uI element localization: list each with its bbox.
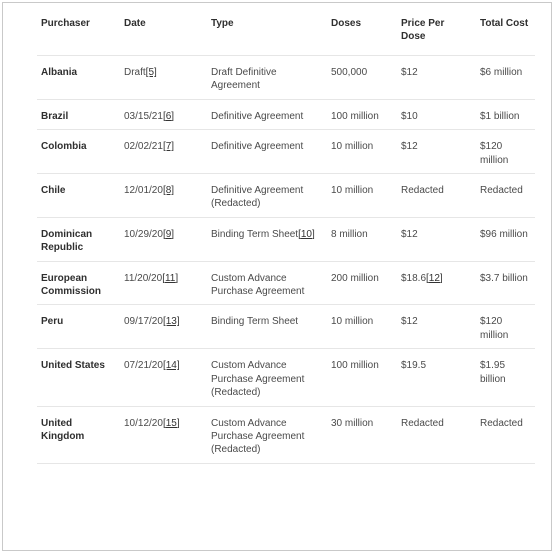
cell-total-text: $1 billion [480,110,520,122]
cell-date-text: 10/29/20 [124,228,163,240]
cell-type [207,174,327,218]
table-row [37,99,535,129]
cell-purchaser [37,130,120,174]
cell-purchaser [37,349,120,406]
cell-price-text: $12 [401,228,418,240]
cell-price-text: $10 [401,110,418,122]
header-date: Date [120,11,207,56]
header-price-per-dose: Price Per Dose [397,11,476,56]
cell-price-text: $12 [401,316,418,328]
cell-purchaser-text: Colombia [41,141,87,153]
cell-doses [327,261,397,305]
cell-type [207,56,327,100]
cell-date [120,99,207,129]
header-total-cost: Total Cost [476,11,535,56]
cell-total [476,99,535,129]
cell-purchaser-text: United States [41,360,105,372]
cell-date-text: Draft [124,67,146,78]
cell-purchaser [37,406,120,463]
cell-type-text: Definitive Agreement [211,110,304,122]
cell-doses [327,305,397,349]
cell-purchaser [37,217,120,261]
cell-type-text: Definitive Agreement (Redacted) [211,185,304,210]
cell-purchaser-text: Albania [41,67,78,78]
document-frame [2,2,552,551]
cell-type-text: Draft Definitive Agreement [211,67,277,92]
table-row [37,406,535,463]
cell-doses-text: 500,000 [331,67,368,78]
table-row [37,174,535,218]
cell-doses-text: 100 million [331,110,379,122]
footnote-link[interactable]: [8] [162,185,175,197]
cell-price-text: $12 [401,67,418,78]
cell-total-text: $120 million [480,316,509,341]
table-row [37,305,535,349]
cell-type [207,349,327,406]
cell-date [120,217,207,261]
header-type: Type [207,11,327,56]
cell-doses-text: 100 million [331,360,379,372]
cell-type [207,305,327,349]
cell-total [476,305,535,349]
cell-type-text: Custom Advance Purchase Agreement [211,272,305,298]
cell-doses-text: 10 million [331,316,374,328]
footnote-link[interactable]: [11] [162,272,179,284]
cell-doses [327,56,397,100]
cell-total [476,349,535,406]
cell-price-text: $18.6 [401,272,427,284]
table-row [37,130,535,174]
footnote-link[interactable]: [10] [298,228,315,240]
cell-date [120,56,207,100]
cell-price [397,99,476,129]
cell-doses-text: 30 million [331,417,374,429]
footnote-link[interactable]: [15] [162,417,180,429]
cell-price-text: Redacted [401,417,444,429]
cell-total-text: $1.95 billion [480,360,506,385]
table-body [37,56,535,464]
cell-type [207,261,327,305]
cell-price [397,349,476,406]
cell-total [476,406,535,463]
cell-date-text: 02/02/21 [124,141,163,153]
cell-doses [327,349,397,406]
cell-price [397,217,476,261]
cell-purchaser-text: Brazil [41,110,69,122]
cell-type [207,130,327,174]
cell-doses [327,99,397,129]
cell-price [397,305,476,349]
cell-doses [327,217,397,261]
cell-purchaser [37,174,120,218]
cell-date [120,130,207,174]
footnote-link[interactable]: [12] [426,272,443,284]
cell-price-text: $12 [401,141,418,153]
cell-total [476,261,535,305]
cell-doses-text: 8 million [331,228,368,240]
header-purchaser: Purchaser [37,11,120,56]
cell-date [120,305,207,349]
table-row [37,56,535,100]
cell-date-text: 12/01/20 [124,185,163,197]
footnote-link[interactable]: [6] [162,110,175,122]
cell-purchaser [37,305,120,349]
cell-purchaser-text: Peru [41,316,64,328]
cell-type-text: Binding Term Sheet [211,228,299,240]
cell-doses-text: 10 million [331,141,374,153]
cell-total-text: $3.7 billion [480,272,528,284]
cell-type-text: Binding Term Sheet [211,316,299,328]
footnote-link[interactable]: [9] [162,228,175,240]
cell-price [397,130,476,174]
cell-type [207,99,327,129]
cell-price [397,261,476,305]
cell-date-text: 09/17/20 [124,316,163,328]
cell-doses [327,174,397,218]
cell-total-text: Redacted [480,417,523,429]
cell-doses-text: 200 million [331,272,379,284]
table-header-row [37,11,535,56]
table-row [37,217,535,261]
cell-purchaser [37,99,120,129]
cell-date-text: 03/15/21 [124,110,163,122]
cell-total-text: $6 million [480,67,523,78]
cell-type-text: Custom Advance Purchase Agreement (Redacted) [211,417,305,456]
cell-purchaser-text: Chile [41,185,66,197]
cell-purchaser-text: European Commission [41,272,102,298]
cell-price-text: $19.5 [401,360,427,372]
cell-date-text: 11/20/20 [124,272,163,284]
cell-total-text: $120 million [480,141,509,166]
vaccine-purchase-table [37,11,535,464]
footnote-link[interactable]: [14] [162,360,180,372]
cell-date [120,406,207,463]
cell-total [476,174,535,218]
cell-price [397,174,476,218]
cell-type-text: Custom Advance Purchase Agreement (Redacted) [211,360,305,399]
cell-date-text: 07/21/20 [124,360,163,372]
cell-price [397,406,476,463]
cell-doses-text: 10 million [331,185,374,197]
cell-total [476,130,535,174]
cell-type-text: Definitive Agreement [211,141,304,153]
footnote-link[interactable]: [7] [162,141,175,153]
cell-purchaser-text: Dominican Republic [41,228,93,254]
cell-type [207,406,327,463]
cell-total-text: Redacted [480,185,523,197]
table-row [37,261,535,305]
cell-type [207,217,327,261]
cell-date [120,261,207,305]
footnote-link[interactable]: [5] [145,67,157,78]
cell-price [397,56,476,100]
cell-date [120,349,207,406]
cell-purchaser-text: United Kingdom [41,417,85,442]
cell-total-text: $96 million [480,228,528,240]
cell-purchaser [37,261,120,305]
cell-total [476,217,535,261]
cell-date-text: 10/12/20 [124,417,163,429]
cell-price-text: Redacted [401,185,444,197]
footnote-link[interactable]: [13] [162,316,180,328]
header-doses: Doses [327,11,397,56]
cell-doses [327,406,397,463]
cell-total [476,56,535,100]
cell-date [120,174,207,218]
cell-doses [327,130,397,174]
table-row [37,349,535,406]
cell-purchaser [37,56,120,100]
